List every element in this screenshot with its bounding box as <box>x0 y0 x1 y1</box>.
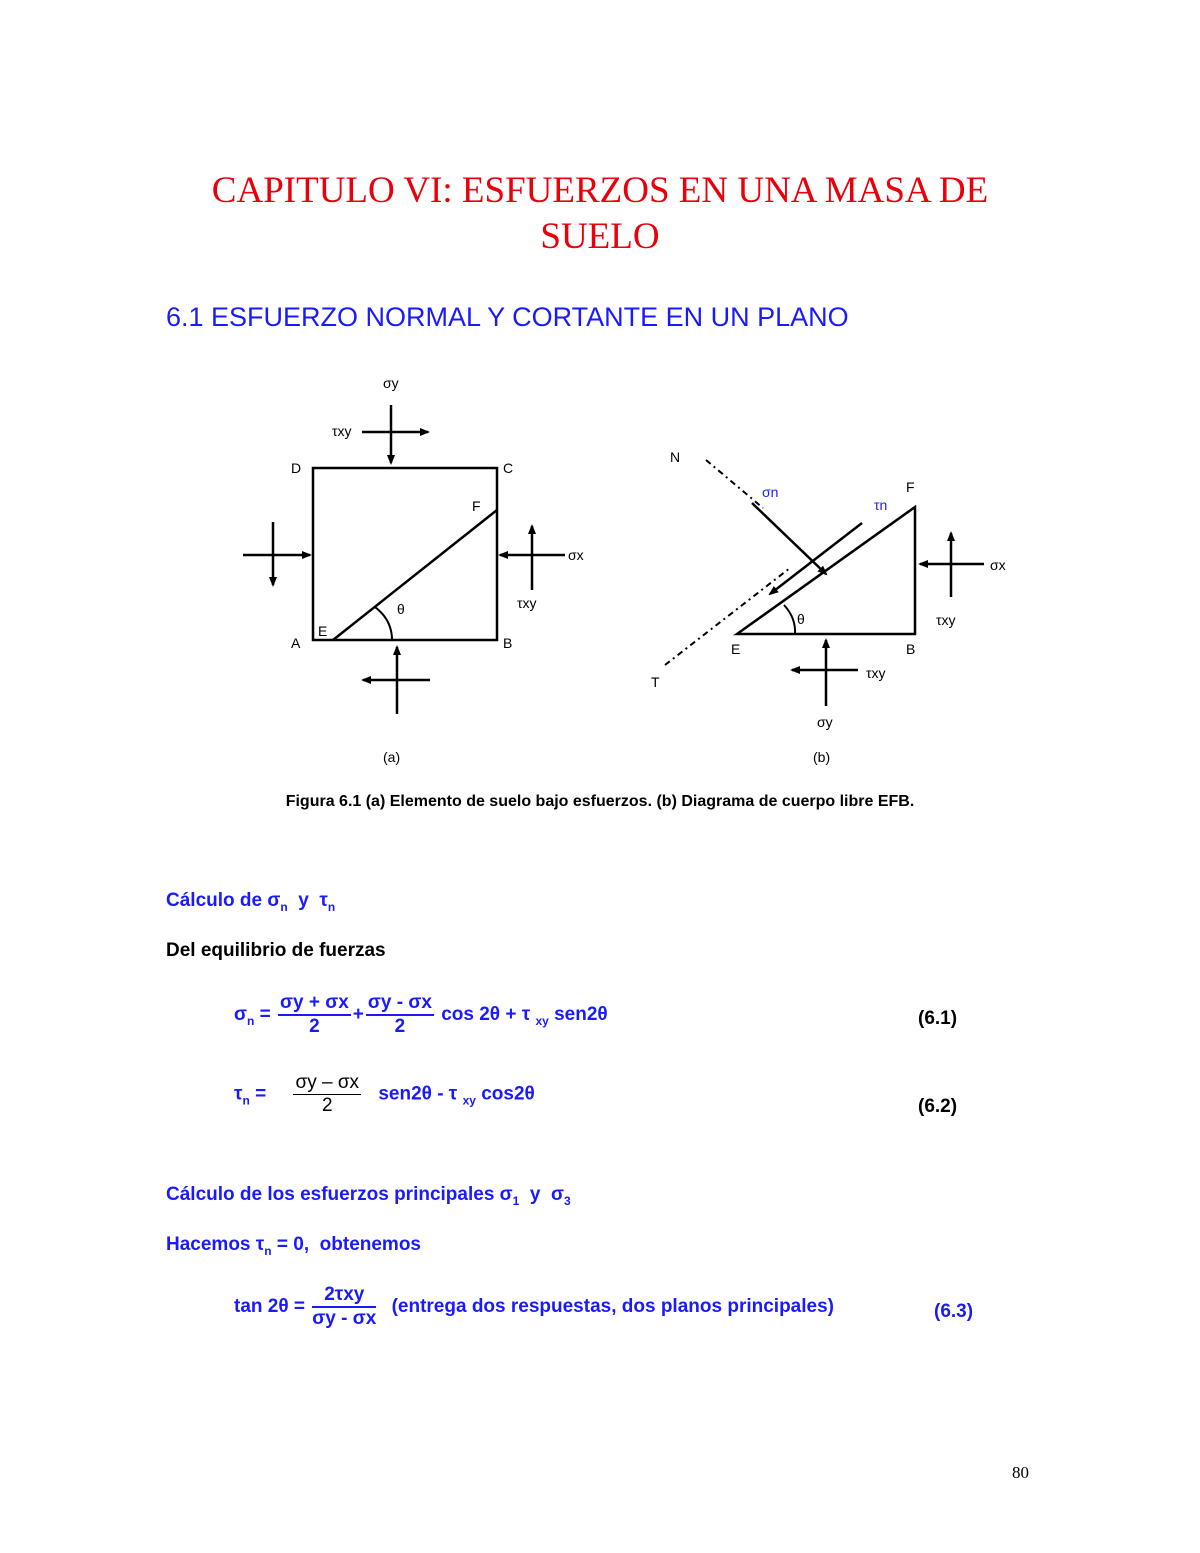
theta-arc-a <box>375 607 392 640</box>
fraction-1: $\frac{\sigma y + \sigma x}{2}$ <box>280 992 349 1037</box>
label-sigma-x-a: σx <box>568 547 584 563</box>
label-tau-n: τn <box>874 497 888 513</box>
label-theta-a: θ <box>397 601 405 617</box>
figure-b <box>665 460 984 706</box>
label-sigma-n: σn <box>762 484 779 500</box>
label-e-b: E <box>731 641 741 657</box>
label-a: A <box>291 635 301 651</box>
chapter-title <box>0 168 1200 260</box>
label-f-a: F <box>472 498 481 514</box>
stress-figure <box>0 360 1200 780</box>
fraction-2: $\frac{\sigma y - \sigma x}{2}$ <box>367 992 432 1037</box>
theta-arc-b <box>784 605 795 634</box>
fraction-3: $\frac{\sigma y - \sigma x}{2}$ <box>295 1072 360 1116</box>
free-body-triangle <box>737 507 915 634</box>
label-tau-xy-right-a: τxy <box>517 595 537 611</box>
page-number: 80 <box>1012 1463 1029 1482</box>
calc-sigma-tau-heading: Cálculo de $\sigma_n$ y $\tau_n$ <box>166 890 336 914</box>
section-title: 6.1 ESFUERZO NORMAL Y CORTANTE EN UN PLANO <box>166 302 849 332</box>
label-sigma-y-b: σy <box>817 714 833 730</box>
equation-number-6-2: (6.2) <box>918 1096 958 1117</box>
label-figure-b: (b) <box>813 749 831 765</box>
label-theta-b: θ <box>797 611 805 627</box>
label-tau-xy-top-a: τxy <box>332 423 352 439</box>
principal-stresses-heading: Cálculo de los esfuerzos principales $\sigma_1$ y $\sigma_3$ <box>166 1184 571 1208</box>
label-d: D <box>291 460 302 476</box>
figure-caption: Figura 6.1 (a) Elemento de suelo bajo esfuerzos. (b) Diagrama de cuerpo libre EFB. <box>285 793 915 810</box>
label-sigma-x-b: σx <box>990 557 1006 573</box>
equation-number-6-1: (6.1) <box>918 1008 958 1029</box>
label-t: T <box>651 674 660 690</box>
label-e-a: E <box>318 623 328 639</box>
label-n: N <box>670 449 681 465</box>
label-b-a: B <box>503 635 513 651</box>
equation-6-3: tan 2θ = $\frac{\text{2τxy}}{\sigma y - \sigma x}$ (entrega dos respuestas, dos planos principales) <box>234 1284 834 1329</box>
figure-b-labels <box>651 449 1006 765</box>
label-c: C <box>503 460 514 476</box>
label-tau-xy-right-b: τxy <box>936 612 956 628</box>
figure-a-labels <box>291 375 584 765</box>
equation-6-1: $\sigma_n$ = $\frac{\sigma y + \sigma x}{2}$ + $\frac{\sigma y - \sigma x}{2}$ cos 2θ + τ $_{xy}$ sen2θ <box>234 992 608 1037</box>
arrow-sigma-n <box>752 503 826 574</box>
chapter-title-line2: SUELO <box>540 216 660 257</box>
label-tau-xy-bottom-b: τxy <box>866 665 886 681</box>
tangent-line-t <box>665 568 790 665</box>
label-b-b: B <box>906 641 916 657</box>
chapter-title-line1: CAPITULO VI: ESFUERZOS EN UNA MASA DE <box>211 170 989 211</box>
equation-number-6-3: (6.3) <box>934 1301 974 1322</box>
normal-line-n <box>706 460 763 508</box>
figure-a <box>243 405 565 714</box>
equilibrium-text: Del equilibrio de fuerzas <box>166 940 386 961</box>
hacemos-text: Hacemos $\tau_n = 0$, obtenemos <box>166 1234 421 1258</box>
fraction-4: $\frac{\text{2τxy}}{\sigma y - \sigma x}$ <box>312 1284 377 1329</box>
soil-element-square <box>313 468 497 640</box>
label-figure-a: (a) <box>383 749 401 765</box>
plane-ef <box>333 510 497 640</box>
label-f-b: F <box>906 479 915 495</box>
label-sigma-y-a: σy <box>383 375 399 391</box>
equation-6-2: $\tau_n$ = $\frac{\sigma y - \sigma x}{2}$ sen2θ - τ $_{xy}$ cos2θ <box>234 1072 535 1116</box>
